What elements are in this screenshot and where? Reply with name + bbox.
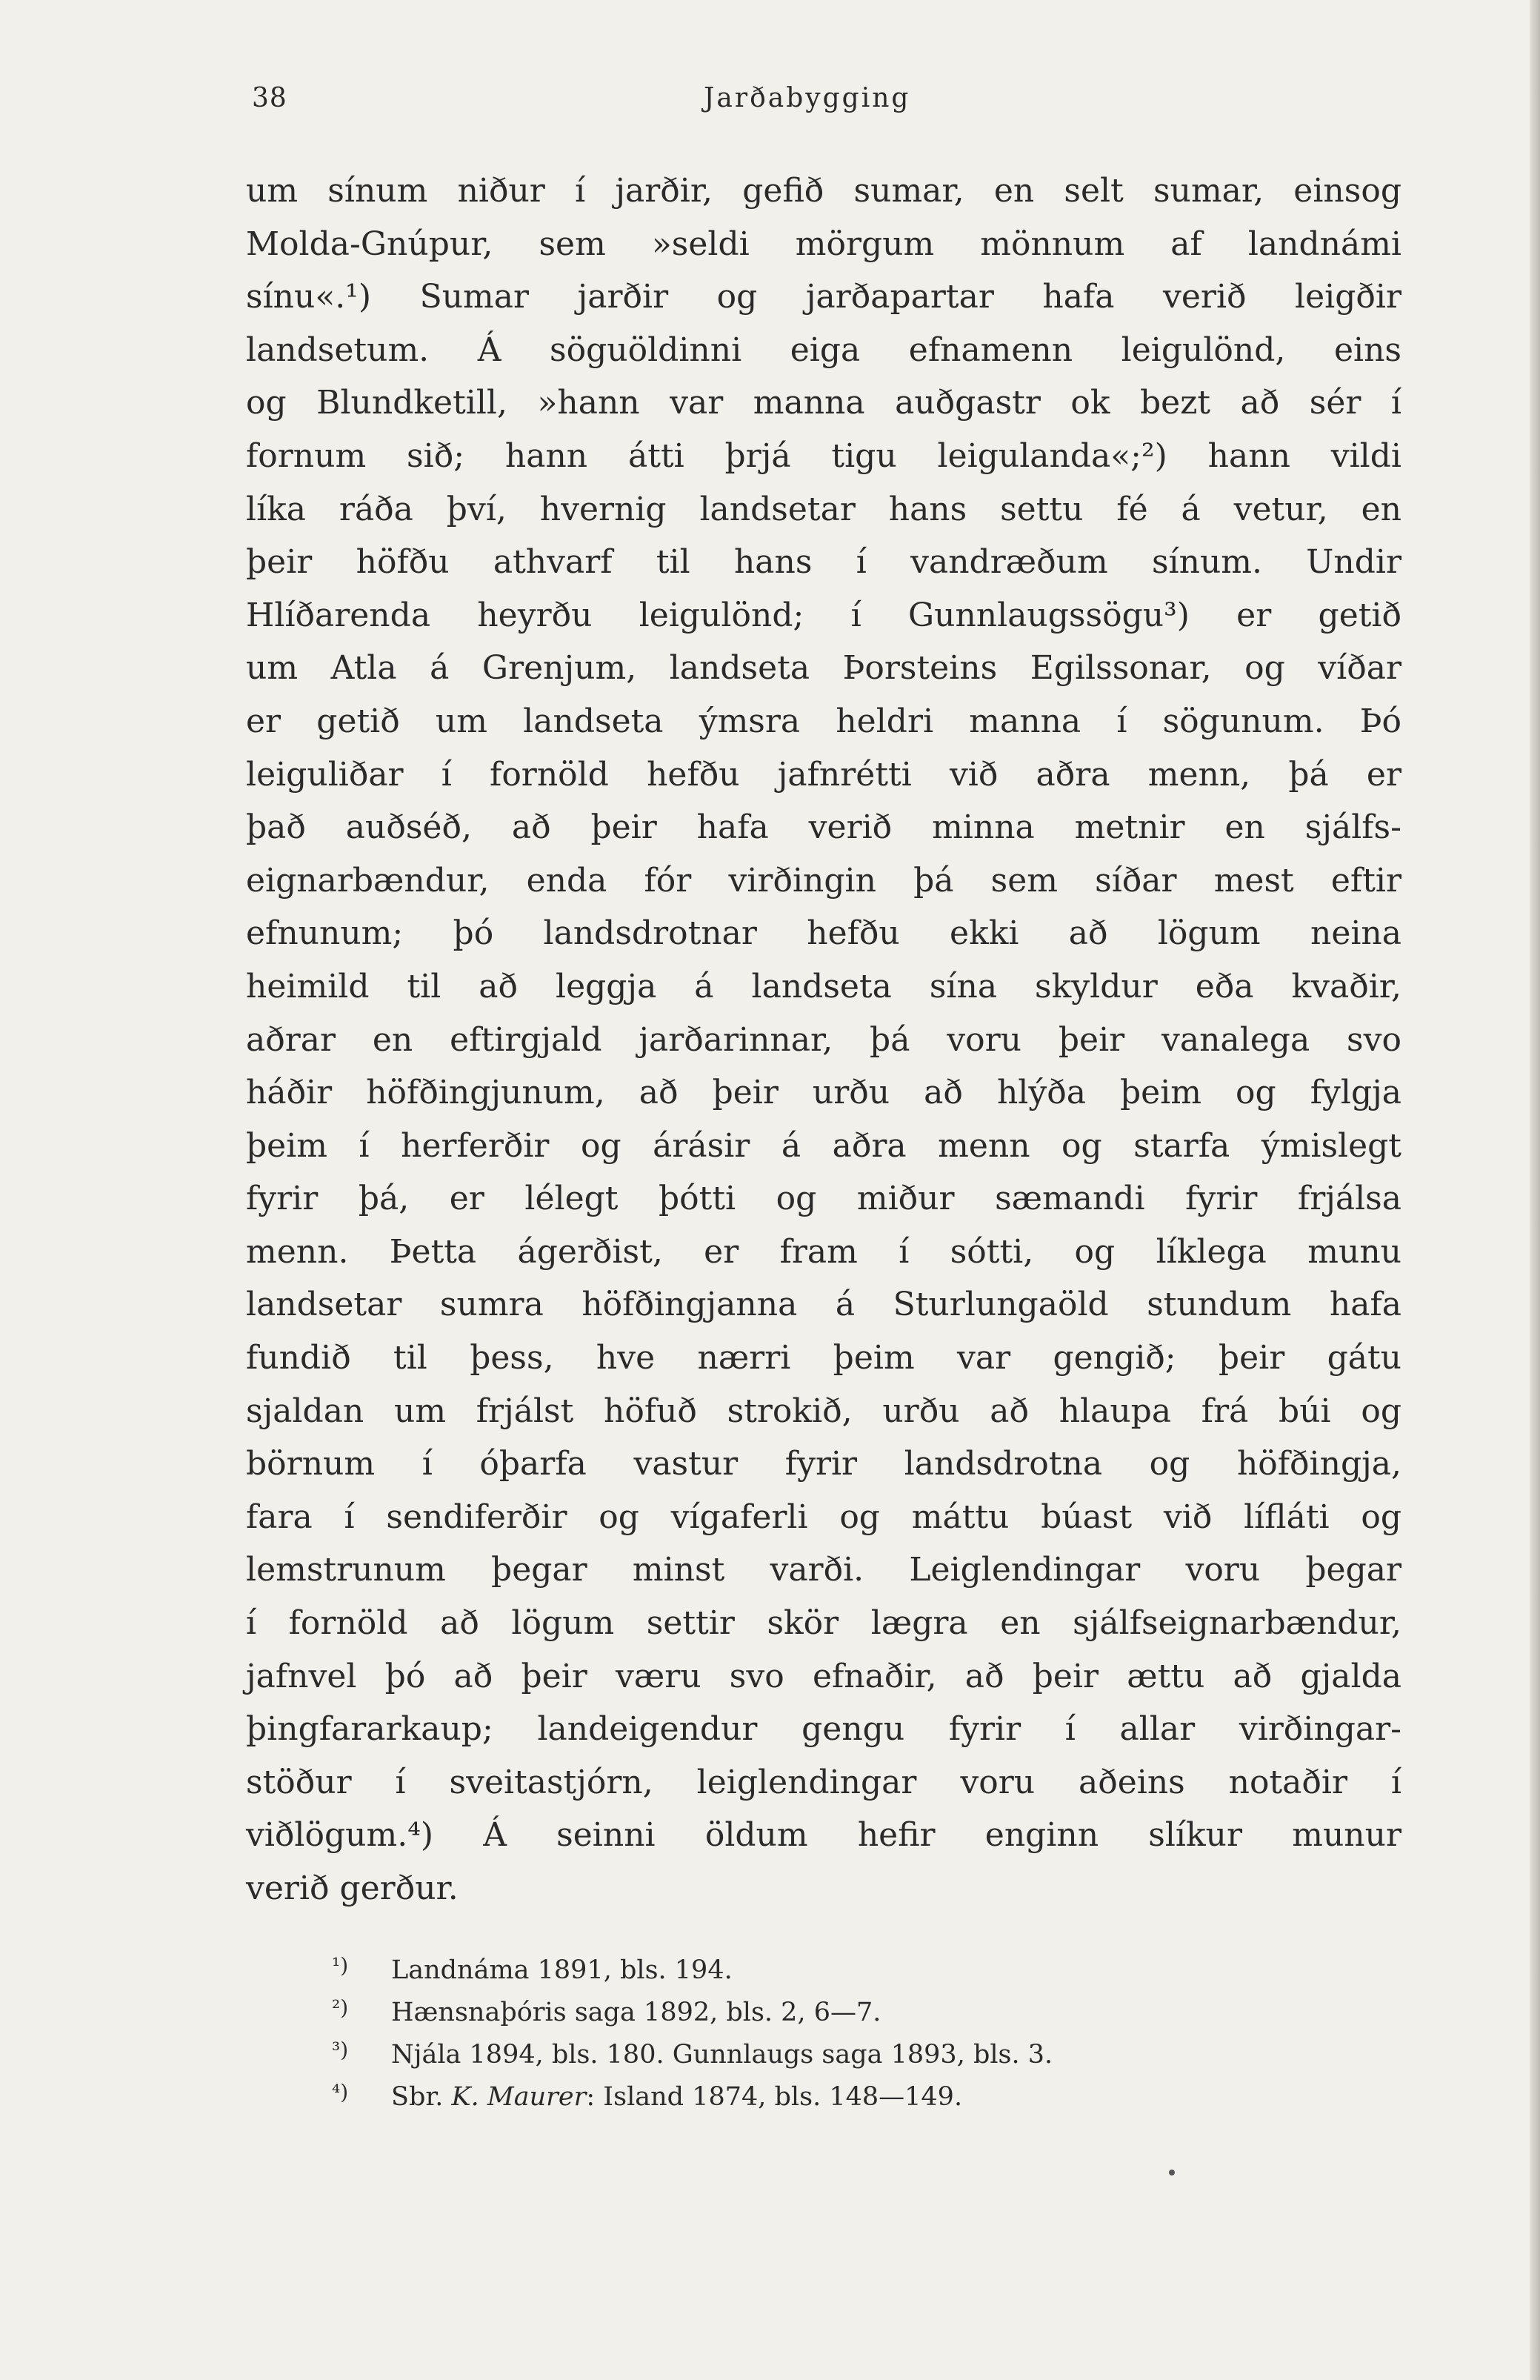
text-line: þingfararkaup; landeigendur gengu fyrir í allar virðingar- xyxy=(246,1710,1401,1749)
text-line: efnunum; þó landsdrotnar hefðu ekki að lögum neina xyxy=(246,914,1401,953)
text-line: lemstrunum þegar minst varði. Leiglendingar voru þegar xyxy=(246,1551,1401,1589)
text-line: Hlíðarenda heyrðu leigulönd; í Gunnlaugssögu³) er getið xyxy=(246,596,1401,634)
footnote xyxy=(332,2029,1295,2071)
footnote xyxy=(332,1944,1295,1987)
text-line: fundið til þess, hve nærri þeim var gengið; þeir gátu xyxy=(246,1339,1401,1377)
text-line: leiguliðar í fornöld hefðu jafnrétti við aðra menn, þá er xyxy=(246,755,1401,794)
text-line: börnum í óþarfa vastur fyrir landsdrotna og höfðingja, xyxy=(246,1445,1401,1483)
text-line: menn. Þetta ágerðist, er fram í sótti, og líklega munu xyxy=(246,1232,1401,1271)
text-line: landsetar sumra höfðingjanna á Sturlungaöld stundum hafa xyxy=(246,1286,1401,1324)
text-line: um Atla á Grenjum, landseta Þorsteins Egilssonar, og víðar xyxy=(246,649,1401,688)
text-line: í fornöld að lögum settir skör lægra en sjálfseignarbændur, xyxy=(246,1604,1401,1643)
text-line: háðir höfðingjunum, að þeir urðu að hlýða þeim og fylgja xyxy=(246,1074,1401,1112)
text-line: sjaldan um frjálst höfuð strokið, urðu að hlaupa frá búi og xyxy=(246,1392,1401,1430)
text-line: sínu«.¹) Sumar jarðir og jarðapartar hafa verið leigðir xyxy=(246,278,1401,316)
footnote xyxy=(332,1987,1295,2029)
text-line: og Blundketill, »hann var manna auðgastr ok bezt að sér í xyxy=(246,384,1401,422)
footnote xyxy=(332,2071,1295,2113)
text-line: er getið um landseta ýmsra heldri manna í sögunum. Þó xyxy=(246,702,1401,740)
footnote-author: K. Maurer xyxy=(451,2082,587,2112)
ink-speck xyxy=(1169,2170,1175,2175)
footnote-text: Hænsnaþóris saga 1892, bls. 2, 6—7. xyxy=(391,1998,881,2027)
text-line: Molda-Gnúpur, sem »seldi mörgum mönnum af landnámi xyxy=(246,225,1401,263)
text-line: jafnvel þó að þeir væru svo efnaðir, að þeir ættu að gjalda xyxy=(246,1657,1401,1695)
page-number: 38 xyxy=(252,83,287,113)
text-line: heimild til að leggja á landseta sína skyldur eða kvaðir, xyxy=(246,967,1401,1005)
footnote-text: Njála 1894, bls. 180. Gunnlaugs saga 1893, bls. 3. xyxy=(391,2040,1053,2070)
footnote-text: : Island 1874, bls. 148—149. xyxy=(586,2082,963,2112)
footnote-mark: ³) xyxy=(332,2038,349,2062)
text-line: aðrar en eftirgjald jarðarinnar, þá voru þeir vanalega svo xyxy=(246,1020,1401,1059)
footnote-mark: ⁴) xyxy=(332,2080,349,2104)
footnotes xyxy=(332,1944,1295,2113)
footnote-mark: ¹) xyxy=(332,1953,349,1978)
text-line: þeim í herferðir og árásir á aðra menn og starfa ýmislegt xyxy=(246,1126,1401,1165)
text-line: stöður í sveitastjórn, leiglendingar voru aðeins notaðir í xyxy=(246,1763,1401,1801)
text-line: fara í sendiferðir og vígaferli og máttu búast við lífláti og xyxy=(246,1498,1401,1536)
footnote-text: Landnáma 1891, bls. 194. xyxy=(391,1955,733,1985)
page-edge xyxy=(1530,0,1540,2380)
text-line: eignarbændur, enda fór virðingin þá sem síðar mest eftir xyxy=(246,861,1401,900)
footnote-mark: ²) xyxy=(332,1995,349,2020)
text-line: fyrir þá, er lélegt þótti og miður sæmandi fyrir frjálsa xyxy=(246,1180,1401,1218)
text-line: þeir höfðu athvarf til hans í vandræðum sínum. Undir xyxy=(246,543,1401,582)
text-line: viðlögum.⁴) Á seinni öldum hefir enginn slíkur munur xyxy=(246,1816,1401,1855)
body-text xyxy=(246,164,1401,1915)
footnote-text: Sbr. xyxy=(391,2082,452,2112)
text-line: það auðséð, að þeir hafa verið minna metnir en sjálfs- xyxy=(246,808,1401,847)
text-line: landsetum. Á söguöldinni eiga efnamenn leigulönd, eins xyxy=(246,330,1401,369)
text-line: líka ráða því, hvernig landsetar hans settu fé á vetur, en xyxy=(246,490,1401,528)
text-line: verið gerður. xyxy=(246,1869,459,1907)
running-title: Jarðabygging xyxy=(704,83,911,113)
text-line: um sínum niður í jarðir, gefið sumar, en selt sumar, einsog xyxy=(246,172,1401,210)
text-line: fornum sið; hann átti þrjá tigu leigulanda«;²) hann vildi xyxy=(246,436,1401,475)
